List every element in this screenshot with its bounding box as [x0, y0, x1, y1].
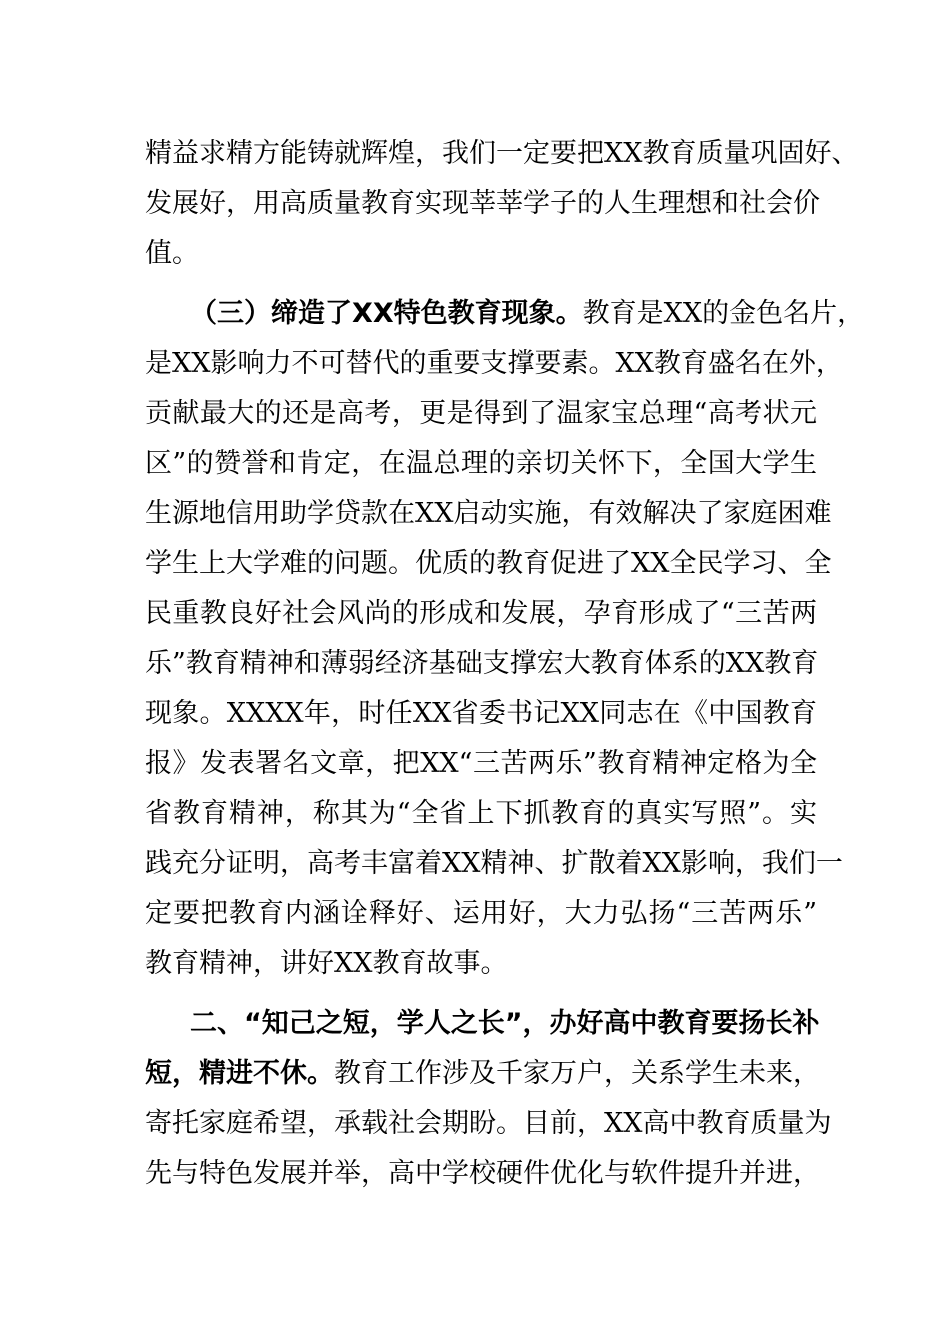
section-heading: （三）缔造了XX特色教育现象。	[190, 298, 583, 329]
paragraph-line: 区”的赞誉和肯定，在温总理的亲切关怀下，全国大学生	[145, 448, 817, 479]
chapter-heading-line	[145, 1057, 820, 1091]
paragraph-line: 是XX影响力不可替代的重要支撑要素。XX教育盛名在外，	[145, 348, 843, 379]
paragraph-line: 生源地信用助学贷款在XX启动实施，有效解决了家庭困难	[145, 498, 832, 529]
chapter-heading-tail: 短，精进不休。	[145, 1058, 334, 1089]
paragraph-line: 省教育精神，称其为“全省上下抓教育的真实写照”。实	[145, 798, 817, 829]
paragraph-line: 践充分证明，高考丰富着XX精神、扩散着XX影响，我们一	[145, 848, 843, 879]
section-heading-line	[190, 297, 865, 331]
paragraph-text: 教育工作涉及千家万户，关系学生未来，	[334, 1058, 820, 1089]
paragraph-line: 学生上大学难的问题。优质的教育促进了XX全民学习、全	[145, 548, 832, 579]
paragraph-line: 教育精神，讲好XX教育故事。	[145, 948, 508, 979]
paragraph-line: 报》发表署名文章，把XX“三苦两乐”教育精神定格为全	[145, 748, 817, 779]
paragraph-line: 定要把教育内涵诠释好、运用好，大力弘扬“三苦两乐”	[145, 898, 817, 929]
paragraph-line: 发展好，用高质量教育实现莘莘学子的人生理想和社会价	[145, 188, 820, 219]
paragraph-line: 乐”教育精神和薄弱经济基础支撑宏大教育体系的XX教育	[145, 648, 819, 679]
paragraph-line: 现象。XXXX年，时任XX省委书记XX同志在《中国教育	[145, 698, 817, 729]
paragraph-line: 寄托家庭希望，承载社会期盼。目前，XX高中教育质量为	[145, 1108, 832, 1139]
paragraph-text: 教育是XX的金色名片，	[582, 298, 865, 329]
paragraph-line: 值。	[145, 238, 199, 269]
paragraph-line: 精益求精方能铸就辉煌，我们一定要把XX教育质量巩固好、	[145, 138, 859, 169]
paragraph-line: 贡献最大的还是高考，更是得到了温家宝总理“高考状元	[145, 398, 817, 429]
paragraph-line: 先与特色发展并举，高中学校硬件优化与软件提升并进，	[145, 1158, 820, 1189]
paragraph-line: 民重教良好社会风尚的形成和发展，孕育形成了“三苦两	[145, 598, 817, 629]
chapter-heading-line: 二、“知己之短，学人之长”，办好高中教育要扬长补	[190, 1008, 820, 1039]
